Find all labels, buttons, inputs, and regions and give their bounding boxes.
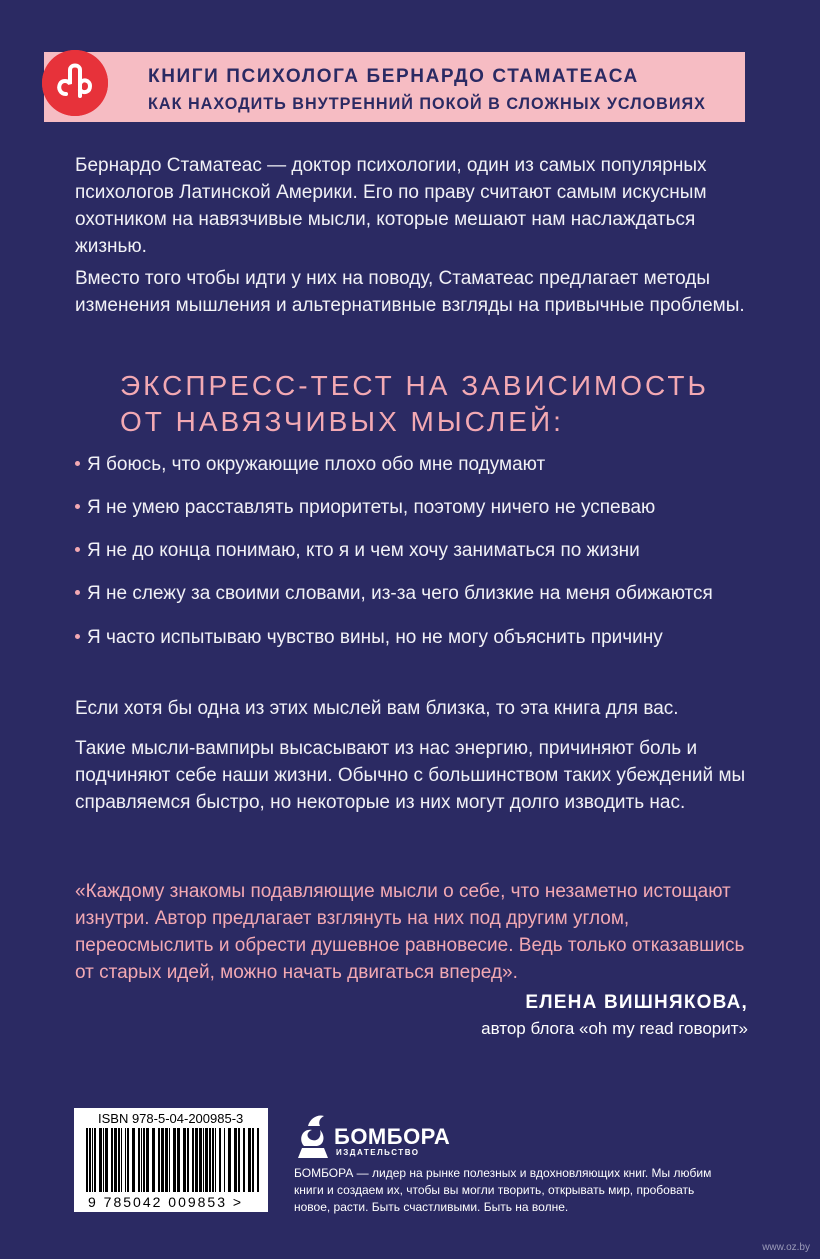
publisher-label: ИЗДАТЕЛЬСТВО <box>336 1148 420 1157</box>
barcode-bar <box>192 1128 194 1192</box>
banner-subtitle: КАК НАХОДИТЬ ВНУТРЕННИЙ ПОКОЙ В СЛОЖНЫХ УСЛОВИЯХ <box>148 95 706 113</box>
barcode-bar <box>146 1128 149 1192</box>
barcode-bar <box>94 1128 96 1192</box>
barcode-bar <box>92 1128 93 1192</box>
bullet-dot-icon <box>75 461 80 466</box>
test-heading-line-2: ОТ НАВЯЗЧИВЫХ МЫСЛЕЙ: <box>120 406 564 437</box>
test-item: Я не слежу за своими словами, из-за чего близкие на меня обижаются <box>75 582 775 606</box>
bullet-dot-icon <box>75 547 80 552</box>
barcode-digits: 9 785042 009853 > <box>88 1194 244 1210</box>
publisher-name: БОМБОРА <box>334 1124 451 1149</box>
body-paragraph: Такие мысли-вампиры высасывают из нас энергию, причиняют боль и подчиняют себе наши жизни. Обычно с большинством таких убеждений мы справляемся быстро, но некоторые из них могут долго изводить нас. <box>75 738 746 813</box>
barcode-bar <box>219 1128 221 1192</box>
series-logo <box>42 50 108 116</box>
barcode-bar <box>86 1128 88 1192</box>
barcode-bar <box>212 1128 214 1192</box>
barcode-bar <box>165 1128 168 1192</box>
barcode-bar <box>215 1128 216 1192</box>
barcode-bar <box>141 1128 142 1192</box>
test-item: Я не до конца понимаю, кто я и чем хочу заниматься по жизни <box>75 539 775 563</box>
series-logo-icon <box>42 50 108 116</box>
barcode-bar <box>121 1128 122 1192</box>
intro-paragraph-1: Бернардо Стаматеас — доктор психологии, один из самых популярных психологов Латинской Америки. Его по праву считают самым искусным охотником на навязчивые мысли, которые мешают нам наслаждаться жизнью. <box>75 155 707 257</box>
barcode-bar <box>209 1128 211 1192</box>
barcode-bar <box>257 1128 259 1192</box>
barcode-bar <box>89 1128 91 1192</box>
quote-author-name: ЕЛЕНА ВИШНЯКОВА, <box>525 992 748 1013</box>
isbn-number: ISBN 978-5-04-200985-3 <box>98 1111 244 1126</box>
barcode-bar <box>169 1128 170 1192</box>
test-item: Я часто испытываю чувство вины, но не могу объяснить причину <box>75 626 775 650</box>
bullet-dot-icon <box>75 634 80 639</box>
barcode-bar <box>203 1128 204 1192</box>
barcode-bar <box>105 1128 108 1192</box>
barcode-bar <box>205 1128 208 1192</box>
quote-author-role: автор блога «oh my read говорит» <box>481 1019 748 1038</box>
barcode-bar <box>161 1128 164 1192</box>
bullet-dot-icon <box>75 504 80 509</box>
barcode-bar <box>99 1128 102 1192</box>
barcode-bar <box>114 1128 117 1192</box>
barcode-bar <box>138 1128 140 1192</box>
barcode-bar <box>224 1128 225 1192</box>
barcode-bar <box>252 1128 254 1192</box>
barcode-bar <box>187 1128 189 1192</box>
barcode-bar <box>248 1128 251 1192</box>
barcode-bar <box>125 1128 126 1192</box>
barcode-bar <box>243 1128 245 1192</box>
barcode-bar <box>195 1128 198 1192</box>
barcode-bar <box>152 1128 155 1192</box>
barcode-bar <box>234 1128 237 1192</box>
barcode-bar <box>158 1128 160 1192</box>
test-heading-line-1: ЭКСПРЕСС-ТЕСТ НА ЗАВИСИМОСТЬ <box>120 370 709 401</box>
test-item: Я боюсь, что окружающие плохо обо мне подумают <box>75 453 775 477</box>
barcode-bar <box>111 1128 113 1192</box>
barcode-bar <box>132 1128 135 1192</box>
barcode-bar <box>183 1128 186 1192</box>
conclusion-paragraph: Если хотя бы одна из этих мыслей вам близка, то эта книга для вас. <box>75 698 679 719</box>
test-heading <box>120 368 720 440</box>
test-item: Я не умею расставлять приоритеты, поэтому ничего не успеваю <box>75 496 775 520</box>
barcode-bar <box>143 1128 145 1192</box>
isbn-barcode <box>74 1108 268 1212</box>
bombora-wave-logo-icon <box>294 1110 332 1162</box>
barcode-bar <box>228 1128 231 1192</box>
banner-series-title: КНИГИ ПСИХОЛОГА БЕРНАРДО СТАМАТЕАСА <box>148 66 639 87</box>
barcode-bar <box>199 1128 202 1192</box>
review-quote: «Каждому знакомы подавляющие мысли о себе, что незаметно истощают изнутри. Автор предлагает взглянуть на них под другим углом, переосмыслить и обрести душевное равновесие. Ведь только отказавшись от старых идей, можно начать двигаться вперед». <box>75 881 745 983</box>
bullet-dot-icon <box>75 590 80 595</box>
barcode-bar <box>127 1128 129 1192</box>
barcode-bar <box>103 1128 104 1192</box>
barcode-bar <box>238 1128 240 1192</box>
barcode-bar <box>173 1128 176 1192</box>
intro-paragraph-2: Вместо того чтобы идти у них на поводу, Стаматеас предлагает методы изменения мышления и альтернативные взгляды на привычные проблемы. <box>75 268 745 316</box>
watermark: www.oz.by <box>762 1242 810 1253</box>
barcode-bar <box>118 1128 120 1192</box>
barcode-bar <box>177 1128 180 1192</box>
publisher-description: БОМБОРА — лидер на рынке полезных и вдохновляющих книг. Мы любим книги и создаем их, чтобы вы могли творить, открывать мир, пробовать новое, расти. Быть счастливыми. Быть на волне. <box>294 1166 712 1214</box>
